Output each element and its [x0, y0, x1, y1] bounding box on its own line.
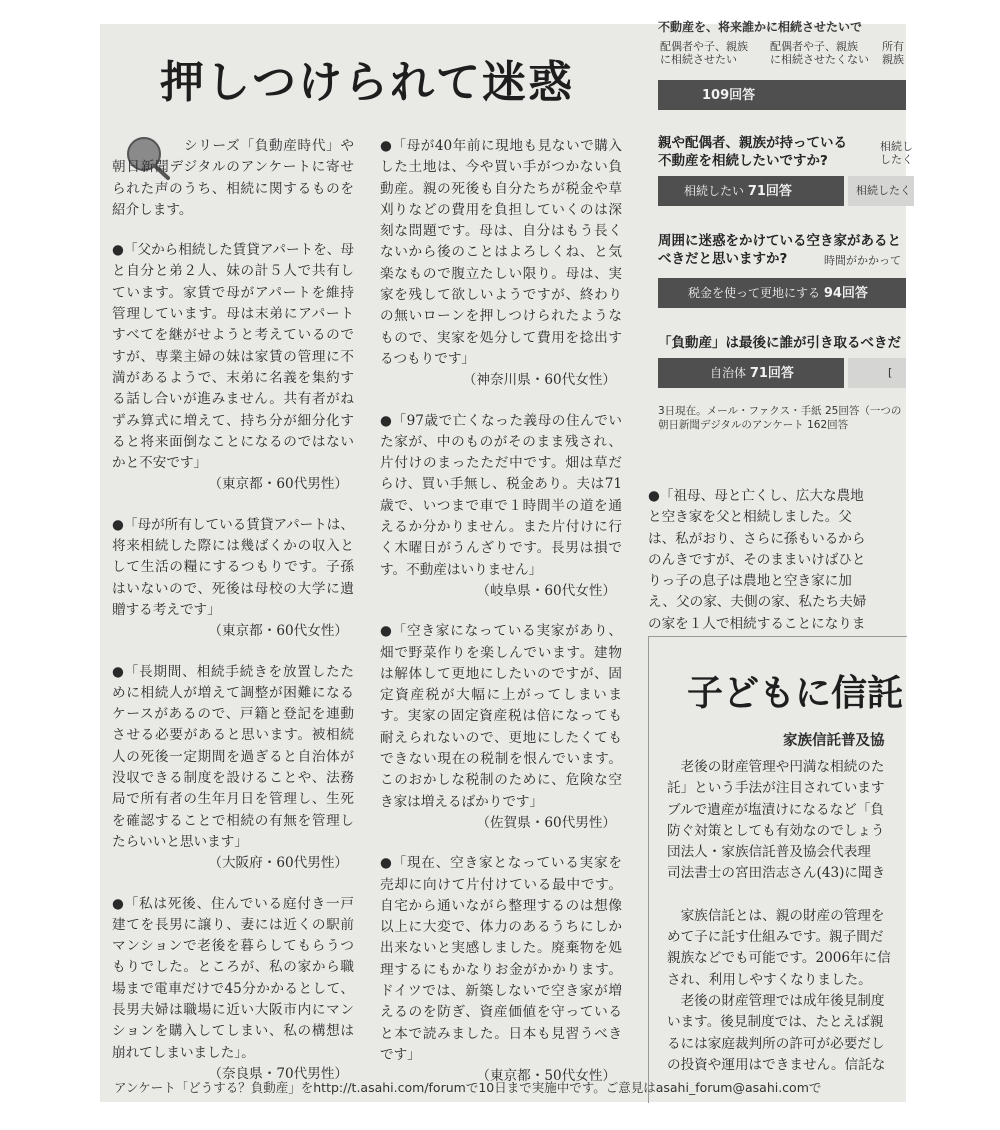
- survey-question-3: 周囲に迷惑をかけている空き家があると べきだと思いますか?: [658, 233, 901, 267]
- letter-source: （東京都・60代男性）: [208, 476, 348, 493]
- survey-bar-count: 71回答: [747, 184, 792, 199]
- survey-bar-count: 71回答: [749, 366, 794, 381]
- survey-bar-secondary: [: [848, 358, 906, 388]
- letter-text: ●「長期間、相続手続きを放置したために相続人が増えて調整が困難になるケースがあるので、戸籍と登記を連動させる必要があると思います。被相続人の死後一定期間を過ぎると自治体が没収できる制度を設けることや、法務局で所有者の生年月日を管理し、生死を確認することで相続の有無を管理したらいいと思います」: [112, 663, 354, 850]
- survey-question-4: 「負動産」は最後に誰が引き取るべきだ: [658, 335, 901, 351]
- letter-line: のんきですが、そのままいけばひと: [648, 551, 866, 568]
- footer-notice: アンケート「どうする？負動産」をhttp://t.asahi.com/forumで10日まで実施中です。ご意見はasahi_forum@asahi.comで: [114, 1080, 822, 1095]
- article-line: るには家庭裁判所の許可が必要だし: [667, 1035, 885, 1052]
- survey-bar-label: 税金を使って更地にする: [688, 286, 821, 300]
- letter-source: （神奈川県・60代女性）: [462, 372, 616, 389]
- reader-letter: [380, 853, 622, 1087]
- letter-line: りっ子の息子は農地と空き家に加: [648, 573, 852, 590]
- letters-left: [112, 240, 354, 1085]
- letter-line: と空き家を父と相続しました。父: [648, 509, 852, 526]
- reader-letter: [380, 136, 622, 392]
- survey-option: 相続し したく: [880, 140, 913, 166]
- column-right-letter: [648, 486, 906, 635]
- letter-text: ●「97歳で亡くなった義母の住んでいた家が、中のものがそのまま残され、片付けのまったただ中です。畑は草だらけ、買い手無し、税金あり。夫は71歳で、いつまで車で１時間半の道を通えるか分かりません。また片付けに行く木曜日がうんざりです。長男は損です。不動産はいりません」: [380, 412, 622, 578]
- article-line: 防ぐ対策としても有効なのでしょう: [667, 822, 885, 839]
- survey-note: 朝日新聞デジタルのアンケート 162回答: [658, 419, 849, 431]
- article-line: 団法人・家族信託普及協会代表理: [667, 844, 871, 861]
- survey-option: 時間がかかって: [824, 254, 901, 267]
- survey-bar: [658, 80, 906, 110]
- letter-source: （奈良県・70代男性）: [208, 1065, 348, 1082]
- sidebar-article-subtitle: 家族信託普及協: [783, 733, 885, 749]
- survey-bar-secondary: 相続したく: [848, 176, 914, 206]
- survey-note: 3日現在。メール・ファクス・手紙 25回答（一つの: [658, 405, 902, 417]
- survey-bar-count: 109回答: [702, 88, 756, 103]
- survey-question-2: 親や配偶者、親族が持っている 不動産を相続したいですか?: [658, 135, 847, 169]
- reader-letter: [380, 621, 622, 834]
- survey-bar-label: 相続したい: [684, 184, 745, 198]
- survey-option: 所有 親族: [882, 40, 904, 66]
- column-left: [112, 136, 354, 1104]
- article-line: 老後の財産管理や円満な相続のた: [667, 759, 885, 775]
- letter-source: （東京都・50代女性）: [476, 1068, 616, 1085]
- newspaper-page: [100, 20, 913, 1102]
- survey-option: 配偶者や子、親族 に相続させたくない: [770, 40, 869, 66]
- letter-source: （岐阜県・60代女性）: [476, 582, 616, 599]
- letter-source: （大阪府・60代男性）: [208, 855, 348, 872]
- letter-source: （佐賀県・60代男性）: [476, 814, 616, 831]
- article-line: ブルで遺産が塩漬けになるなど「負: [667, 801, 884, 818]
- article-line: 司法書士の宮田浩志さん(43)に聞き: [667, 865, 886, 882]
- article-line: 老後の財産管理では成年後見制度: [667, 992, 885, 1009]
- letter-line: ●「祖母、母と亡くし、広大な農地: [648, 488, 864, 504]
- letter-text: ●「私は死後、住んでいる庭付き一戸建てを長男に譲り、妻には近くの駅前マンションで老後を暮らしてもらうつもりでした。ところが、私の家から職場まで電車だけで45分かかるとして、長男夫婦は職場に近い大阪市内にマンションを購入してしまい、私の構想は崩れてしまいました」。: [112, 895, 354, 1061]
- survey-bar-label: 自治体: [710, 366, 747, 380]
- survey-bar: [658, 358, 844, 388]
- letter-source: （東京都・60代女性）: [208, 623, 348, 640]
- sidebar-article-body: [667, 757, 907, 1076]
- article-line: の投資や運用はできません。信託な: [667, 1056, 886, 1073]
- article-line: 託」という手法が注目されています: [667, 780, 885, 797]
- article-line: され、利用しやすくなりました。: [667, 971, 872, 988]
- sidebar-article: [648, 636, 907, 1103]
- letter-line: え、父の家、夫側の家、私たち夫婦: [648, 594, 867, 611]
- article-line: います。後見制度では、たとえば親: [667, 1014, 884, 1031]
- article-line: 親族などでも可能です。2006年に信: [667, 950, 891, 967]
- letter-line: は、私がおり、さらに孫もいるから: [648, 530, 866, 547]
- survey-option: 配偶者や子、親族 に相続させたい: [660, 40, 748, 66]
- headline: 押しつけられて迷惑: [160, 57, 574, 108]
- reader-letter: [380, 411, 622, 603]
- letter-text: ●「母が所有している賃貸アパートは、将来相続した際には幾ばくかの収入として生活の糧にするつもりです。子孫はいないので、死後は母校の大学に遺贈する考えです」: [112, 516, 354, 618]
- reader-letter: [112, 894, 354, 1086]
- letter-text: ●「現在、空き家となっている実家を売却に向けて片付けている最中です。自宅から通いながら整理するのは想像以上に大変で、体力のあるうちにしか出来ないと実感しました。廃棄物を処理するにもかなりお金がかかります。ドイツでは、新築しないで空き家が増えるのを防ぎ、資産価値を守っていると本で読みました。日本も見習うべきです」: [380, 855, 622, 1063]
- reader-letter: [112, 515, 354, 643]
- article-line: [667, 885, 907, 906]
- survey-question-1: 不動産を、将来誰かに相続させたいで: [658, 20, 863, 34]
- survey-graphic: [658, 20, 913, 444]
- letter-text: ●「父から相続した賃貸アパートを、母と自分と弟２人、妹の計５人で共有しています。家賃で母がアパートを維持管理しています。母は末弟にアパートすべてを継がせようと考えているのですが、専業主婦の妹は家賃の管理に不満があるようで、末弟に名義を集約する話し合いが進みません。共有者がねずみ算式に増えて、持ち分が細分化すると将来面倒なことになるのではないかと不安です」: [112, 242, 354, 472]
- column-middle: [380, 136, 622, 1106]
- reader-letter: [112, 240, 354, 496]
- reader-letter: [112, 662, 354, 875]
- survey-bar: [658, 278, 906, 308]
- intro-text: シリーズ「負動産時代」や朝日新聞デジタルのアンケートに寄せられた声のうち、相続に関するものを紹介します。: [112, 138, 354, 218]
- letter-text: ●「空き家になっている実家があり、畑で野菜作りを楽しんでいます。建物は解体して更地にしたいのですが、固定資産税が大幅に上がってしまいます。実家の固定資産税は倍になっても耐えられないので、更地にしたくてもできない現在の税制を恨んでいます。このおかしな税制のために、危険な空き家は増えるばかりです」: [380, 623, 622, 810]
- article-line: 家族信託とは、親の財産の管理を: [667, 907, 885, 924]
- survey-bar: [658, 176, 844, 206]
- survey-bar-count: 94回答: [823, 286, 868, 301]
- letter-text: ●「母が40年前に現地も見ないで購入した土地は、今や買い手がつかない負動産。親の死後も自分たちが税金や草刈りなどの費用を負担していくのは深刻な問題です。母は、自分はもう長くないから後のことはよろしくね、と気楽なもので腹立たしい限り。母は、実家を残して欲しいようですが、終わりの無いローンを押しつけられたようなもので、実家を処分して費用を捻出するつもりです」: [380, 138, 622, 367]
- letter-line: の家を１人で相続することになりま: [648, 615, 866, 632]
- sidebar-article-title: 子どもに信託: [687, 672, 904, 714]
- letters-middle: [380, 136, 622, 1087]
- article-line: めて子に託す仕組みです。親子間だ: [667, 929, 884, 946]
